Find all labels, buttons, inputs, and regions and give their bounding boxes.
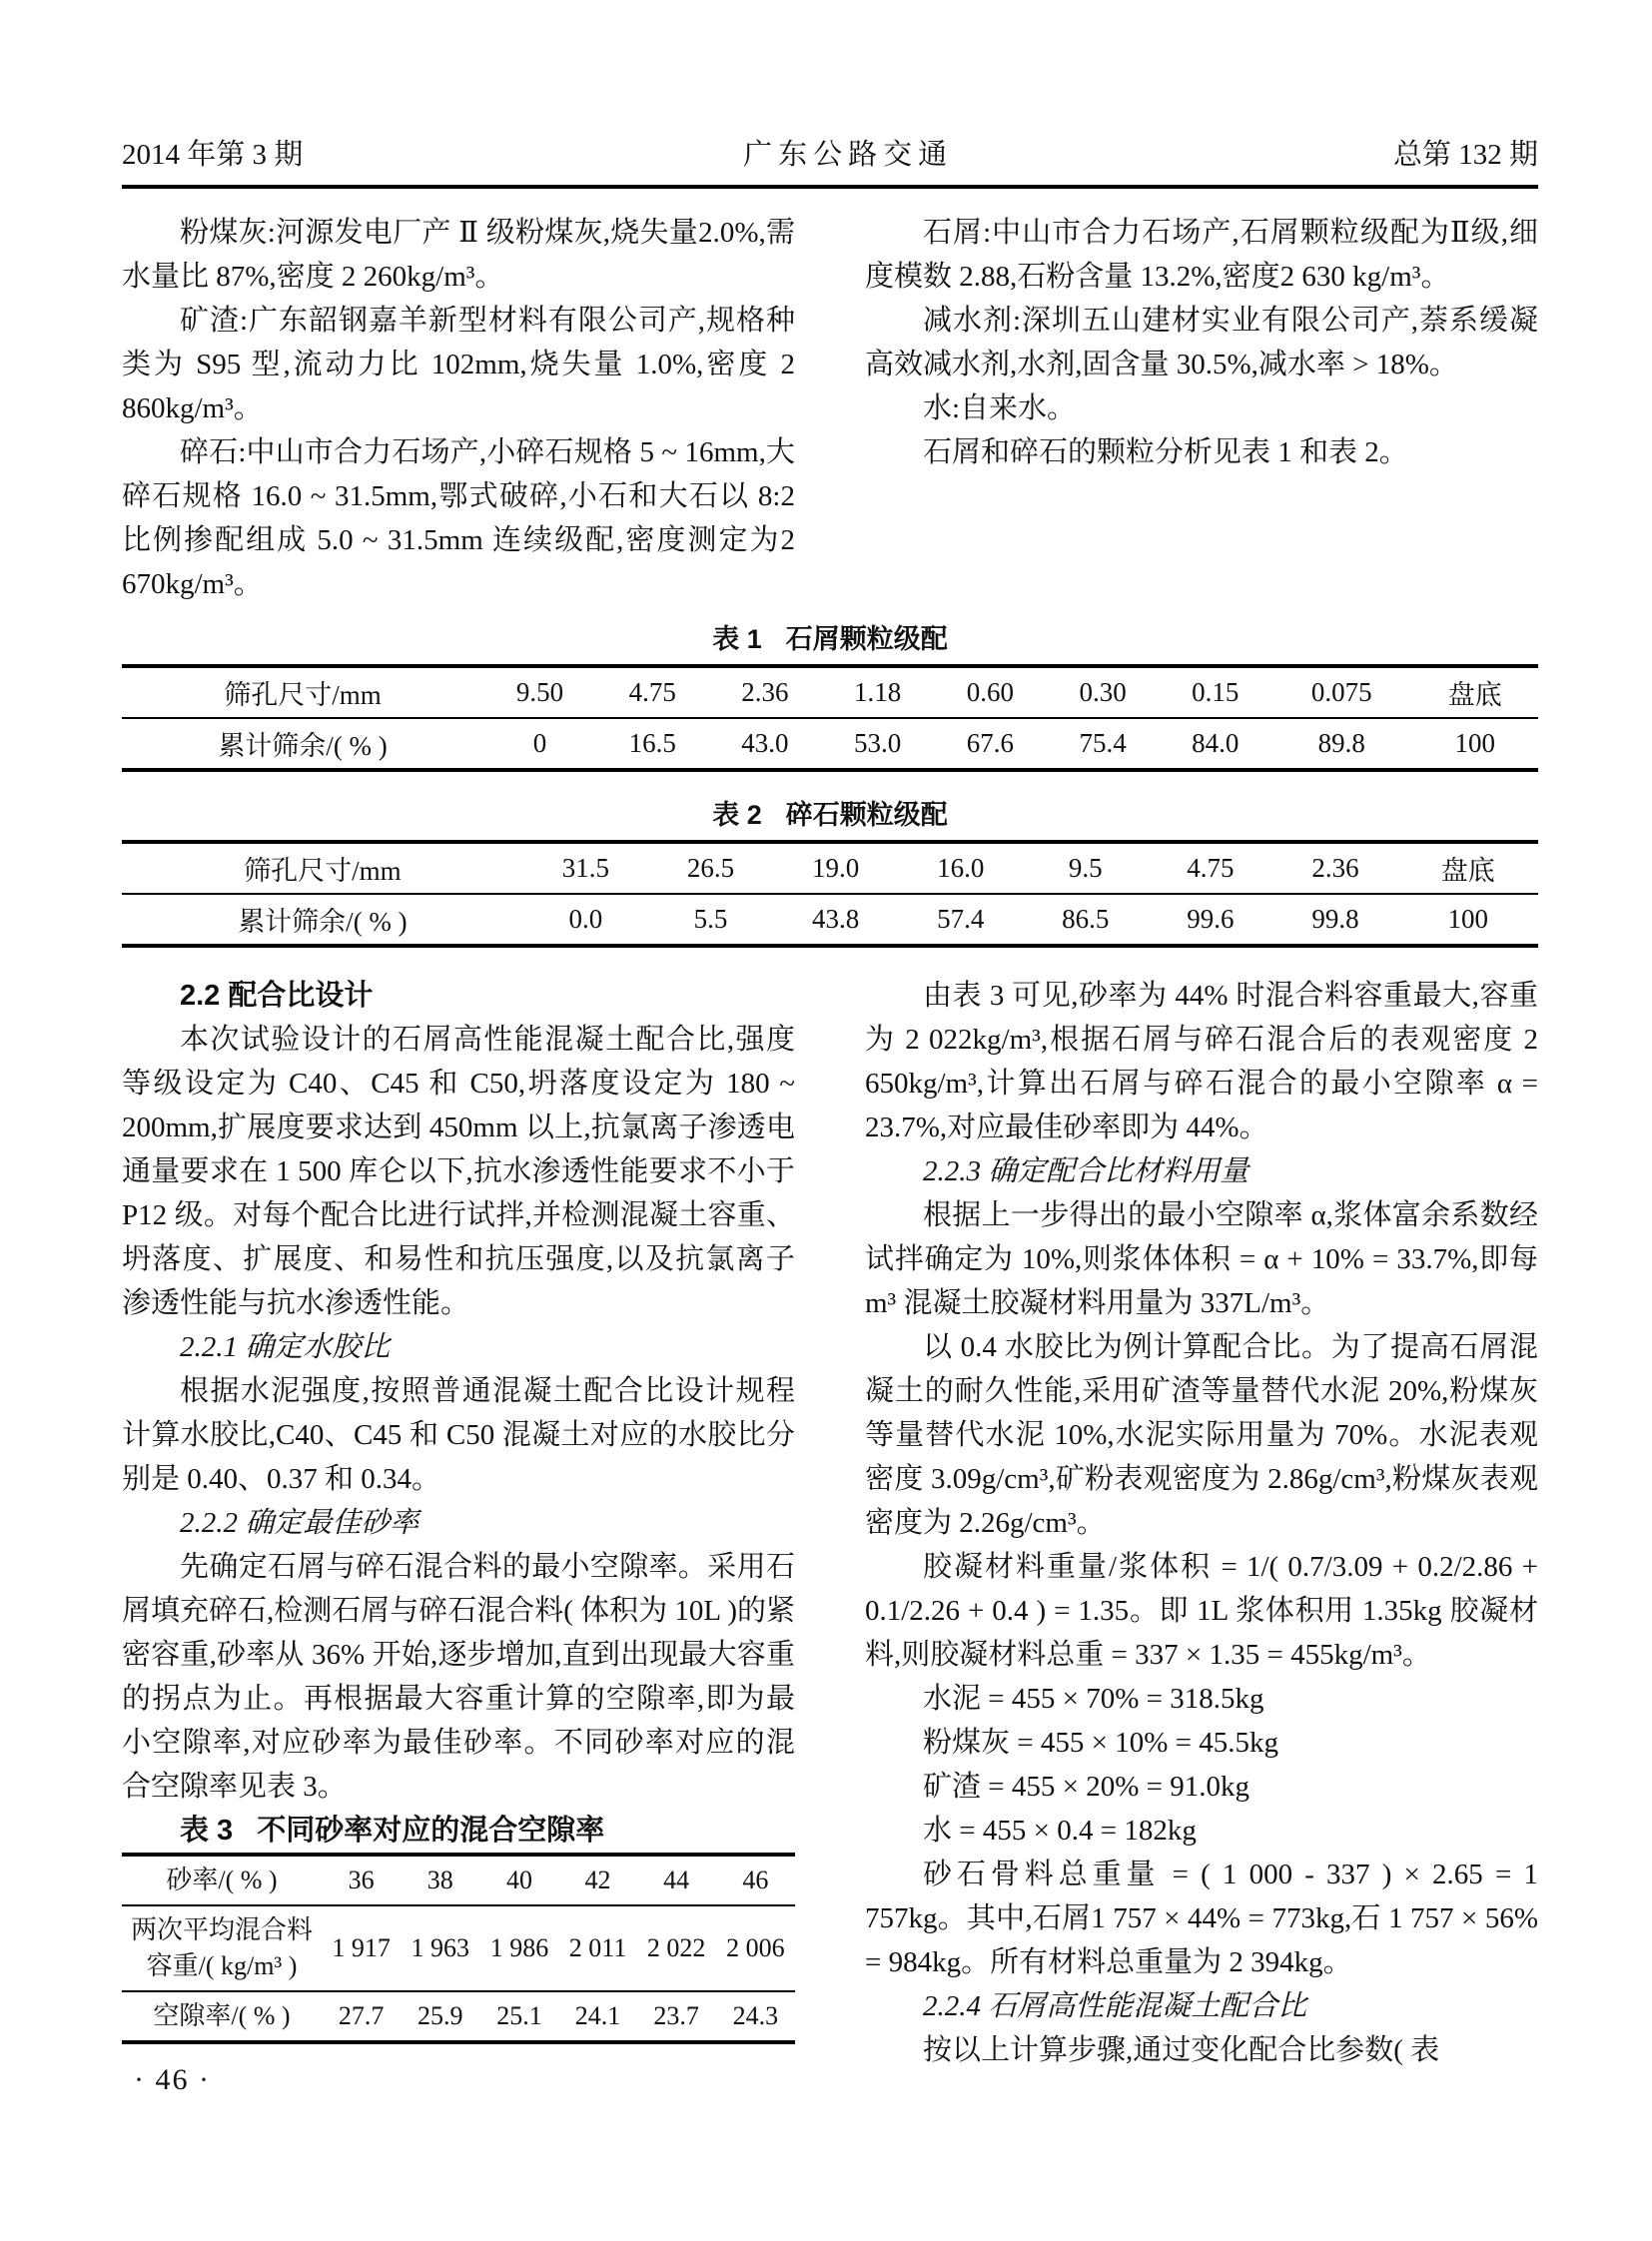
table-row bbox=[122, 1905, 795, 1991]
table-cell: 57.4 bbox=[937, 904, 985, 934]
header-rule bbox=[122, 185, 1538, 189]
table-1-title: 石屑颗粒级配 bbox=[785, 624, 948, 654]
row-label: 筛孔尺寸/mm bbox=[122, 842, 523, 894]
top-right-column bbox=[865, 211, 1538, 606]
table-cell: 43.0 bbox=[741, 728, 789, 758]
paragraph-example-calc: 以 0.4 水胶比为例计算配合比。为了提高石屑混凝土的耐久性能,采用矿渣等量替代水泥 20%,粉煤灰等量替代水泥 10%,水泥实际用量为 70%。水泥表观密度 3.09g/cm³,矿粉表观密度为 2.86g/cm³,粉煤灰表观密度为 2.26g/cm³。 bbox=[865, 1331, 1538, 1539]
row-label: 筛孔尺寸/mm bbox=[122, 666, 483, 718]
section-heading-2-2-2: 2.2.2 确定最佳砂率 bbox=[180, 1507, 419, 1539]
table-cell: 67.6 bbox=[966, 728, 1014, 758]
table-cell: 25.1 bbox=[496, 2001, 542, 2030]
table-cell: 1 986 bbox=[479, 1905, 558, 1991]
row-label: 累计筛余/( % ) bbox=[238, 907, 408, 937]
paragraph-table3-result: 由表 3 可见,砂率为 44% 时混合料容重最大,容重为 2 022kg/m³,根据石屑与碎石混合后的表观密度 2 650kg/m³,计算出石屑与碎石混合的最小空隙率 α = 23.7%,对应最佳砂率即为 44%。 bbox=[865, 980, 1538, 1143]
formula-slag: 矿渣 = 455 × 20% = 91.0kg bbox=[923, 1771, 1249, 1803]
row-label: 两次平均混合料容重/( kg/m³ ) bbox=[122, 1905, 322, 1991]
paragraph-final: 按以上计算步骤,通过变化配合比参数( 表 bbox=[923, 2034, 1440, 2066]
table-cell: 1 963 bbox=[401, 1905, 479, 1991]
paragraph-water-reducer: 减水剂:深圳五山建材实业有限公司产,萘系缓凝高效减水剂,水剂,固含量 30.5%,减水率 > 18%。 bbox=[865, 305, 1538, 380]
table-cell: 25.9 bbox=[417, 2001, 463, 2030]
table-cell: 24.3 bbox=[732, 2001, 779, 2030]
table-cell: 100 bbox=[1447, 904, 1489, 934]
row-label: 砂率/( % ) bbox=[122, 1855, 322, 1905]
section-heading-2-2-4: 2.2.4 石屑高性能混凝土配合比 bbox=[923, 1990, 1307, 2022]
table-cell: 0.15 bbox=[1159, 666, 1271, 718]
table-2-number: 表 2 bbox=[712, 800, 762, 830]
table-cell: 4.75 bbox=[596, 666, 709, 718]
table-cell: 44 bbox=[637, 1855, 716, 1905]
table-cell: 42 bbox=[559, 1855, 637, 1905]
table-cell: 0.60 bbox=[934, 666, 1047, 718]
table-cell: 2.36 bbox=[709, 666, 822, 718]
table-cell: 盘底 bbox=[1411, 666, 1538, 718]
paragraph-binder-calc: 胶凝材料重量/浆体积 = 1/( 0.7/3.09 + 0.2/2.86 + 0.1/2.26 + 0.4 ) = 1.35。即 1L 浆体积用 1.35kg 胶凝材料,则胶凝材料总重 = 337 × 1.35 = 455kg/m³。 bbox=[865, 1551, 1538, 1671]
section-heading-2-2: 2.2 配合比设计 bbox=[180, 980, 374, 1012]
table-cell: 36 bbox=[322, 1855, 401, 1905]
table-cell: 0.075 bbox=[1271, 666, 1411, 718]
gradation-tables bbox=[122, 622, 1538, 948]
formula-cement: 水泥 = 455 × 70% = 318.5kg bbox=[923, 1683, 1264, 1715]
table-3-caption bbox=[122, 1809, 795, 1853]
table-cell: 31.5 bbox=[523, 842, 648, 894]
table-cell: 100 bbox=[1454, 728, 1495, 758]
table-cell: 53.0 bbox=[854, 728, 902, 758]
table-cell: 5.5 bbox=[693, 904, 728, 934]
paragraph-fly-ash: 粉煤灰:河源发电厂产 Ⅱ 级粉煤灰,烧失量2.0%,需水量比 87%,密度 2 260kg/m³。 bbox=[122, 217, 795, 293]
table-row bbox=[122, 666, 1538, 718]
table-cell: 9.5 bbox=[1023, 842, 1148, 894]
table-cell: 89.8 bbox=[1317, 728, 1365, 758]
table-row bbox=[122, 842, 1538, 894]
paragraph-water-binder-ratio: 根据水泥强度,按照普通混凝土配合比设计规程计算水胶比,C40、C45 和 C50 混凝土对应的水胶比分别是 0.40、0.37 和 0.34。 bbox=[122, 1375, 795, 1495]
table-cell: 86.5 bbox=[1062, 904, 1110, 934]
issue-label: 2014 年第 3 期 bbox=[122, 139, 304, 171]
paragraph-aggregate-total: 砂石骨料总重量 = ( 1 000 - 337 ) × 2.65 = 1 757kg。其中,石屑1 757 × 44% = 773kg,石 1 757 × 56% = 984kg。所有材料总重量为 2 394kg。 bbox=[865, 1859, 1538, 1978]
table-cell: 40 bbox=[479, 1855, 558, 1905]
table-row bbox=[122, 894, 1538, 946]
bottom-left-column bbox=[122, 974, 795, 2072]
volume-label: 总第 132 期 bbox=[1392, 139, 1538, 171]
top-columns bbox=[122, 211, 1538, 606]
table-cell: 9.50 bbox=[483, 666, 596, 718]
table-cell: 84.0 bbox=[1192, 728, 1239, 758]
table-1-number: 表 1 bbox=[712, 624, 762, 654]
paragraph-mix-design: 本次试验设计的石屑高性能混凝土配合比,强度等级设定为 C40、C45 和 C50,坍落度设定为 180 ~ 200mm,扩展度要求达到 450mm 以上,抗氯离子渗透电通量要求在 1 500 库仑以下,抗水渗透性能要求不小于 P12 级。对每个配合比进行试拌,并检测混凝土容重、坍落度、扩展度、和易性和抗压强度,以及抗氯离子渗透性能与抗水渗透性能。 bbox=[122, 1024, 795, 1319]
row-label: 空隙率/( % ) bbox=[153, 2001, 291, 2030]
table-2-crushed-stone-gradation bbox=[122, 840, 1538, 948]
table-cell: 2 022 bbox=[637, 1905, 716, 1991]
paragraph-paste-volume: 根据上一步得出的最小空隙率 α,浆体富余系数经试拌确定为 10%,则浆体体积 = α + 10% = 33.7%,即每 m³ 混凝土胶凝材料用量为 337L/m³。 bbox=[865, 1199, 1538, 1319]
table-3-void-ratio bbox=[122, 1853, 795, 2044]
table-cell: 23.7 bbox=[653, 2001, 699, 2030]
table-cell: 4.75 bbox=[1148, 842, 1272, 894]
table-cell: 1 917 bbox=[322, 1905, 401, 1991]
table-3-title: 不同砂率对应的混合空隙率 bbox=[257, 1815, 605, 1847]
table-cell: 1.18 bbox=[821, 666, 934, 718]
journal-title: 广东公路交通 bbox=[743, 139, 954, 171]
table-cell: 46 bbox=[716, 1855, 795, 1905]
section-heading-2-2-3: 2.2.3 确定配合比材料用量 bbox=[923, 1155, 1249, 1187]
page-number: · 46 · bbox=[134, 2063, 211, 2096]
table-cell: 99.8 bbox=[1311, 904, 1359, 934]
table-row bbox=[122, 1855, 795, 1905]
table-cell: 2 011 bbox=[559, 1905, 637, 1991]
table-cell: 0.0 bbox=[568, 904, 603, 934]
table-cell: 16.0 bbox=[898, 842, 1023, 894]
paragraph-table-reference: 石屑和碎石的颗粒分析见表 1 和表 2。 bbox=[923, 436, 1408, 468]
table-cell: 24.1 bbox=[574, 2001, 621, 2030]
table-cell: 2.36 bbox=[1272, 842, 1397, 894]
paragraph-stone-chips: 石屑:中山市合力石场产,石屑颗粒级配为Ⅱ级,细度模数 2.88,石粉含量 13.2%,密度2 630 kg/m³。 bbox=[865, 217, 1538, 293]
paragraph-sand-ratio: 先确定石屑与碎石混合料的最小空隙率。采用石屑填充碎石,检测石屑与碎石混合料( 体积为 10L )的紧密容重,砂率从 36% 开始,逐步增加,直到出现最大容重的拐点为止。再根据最大容重计算的空隙率,即为最小空隙率,对应砂率为最佳砂率。不同砂率对应的混合空隙率见表 3。 bbox=[122, 1551, 795, 1803]
section-heading-2-2-1: 2.2.1 确定水胶比 bbox=[180, 1331, 391, 1363]
table-cell: 0 bbox=[532, 728, 547, 758]
table-cell: 43.8 bbox=[811, 904, 860, 934]
table-cell: 99.6 bbox=[1187, 904, 1235, 934]
table-2-caption bbox=[122, 798, 1538, 832]
bottom-columns bbox=[122, 974, 1538, 2072]
paragraph-water: 水:自来水。 bbox=[923, 392, 1077, 424]
top-left-column bbox=[122, 211, 795, 606]
table-2-title: 碎石颗粒级配 bbox=[785, 800, 948, 830]
table-cell: 75.4 bbox=[1079, 728, 1127, 758]
formula-fly-ash: 粉煤灰 = 455 × 10% = 45.5kg bbox=[923, 1727, 1278, 1759]
table-1-stone-chips-gradation bbox=[122, 664, 1538, 772]
table-cell: 27.7 bbox=[338, 2001, 385, 2030]
table-3-number: 表 3 bbox=[180, 1815, 234, 1847]
paragraph-slag: 矿渣:广东韶钢嘉羊新型材料有限公司产,规格种类为 S95 型,流动力比 102mm,烧失量 1.0%,密度 2 860kg/m³。 bbox=[122, 305, 795, 424]
table-cell: 盘底 bbox=[1398, 842, 1538, 894]
table-cell: 38 bbox=[401, 1855, 479, 1905]
table-1-caption bbox=[122, 622, 1538, 656]
table-cell: 2 006 bbox=[716, 1905, 795, 1991]
table-row bbox=[122, 1991, 795, 2042]
table-cell: 19.0 bbox=[773, 842, 898, 894]
table-cell: 26.5 bbox=[648, 842, 773, 894]
bottom-right-column bbox=[865, 974, 1538, 2072]
table-cell: 16.5 bbox=[628, 728, 676, 758]
paragraph-crushed-stone: 碎石:中山市合力石场产,小碎石规格 5 ~ 16mm,大碎石规格 16.0 ~ 31.5mm,鄂式破碎,小石和大石以 8:2 比例掺配组成 5.0 ~ 31.5mm 连续级配,密度测定为2 670kg/m³。 bbox=[122, 436, 795, 600]
running-head bbox=[122, 138, 1538, 172]
table-row bbox=[122, 718, 1538, 770]
table-cell: 0.30 bbox=[1047, 666, 1160, 718]
formula-water: 水 = 455 × 0.4 = 182kg bbox=[923, 1815, 1197, 1847]
row-label: 累计筛余/( % ) bbox=[218, 731, 388, 761]
